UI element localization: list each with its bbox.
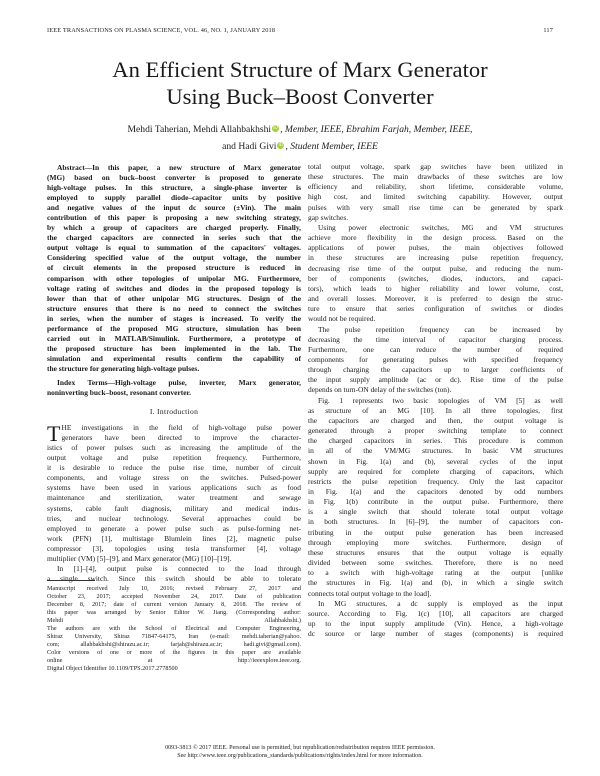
text-line: Digital Object Identifier 10.1109/TPS.2017.2778500 bbox=[47, 665, 178, 673]
text-line: in series, when the number of stages is increased. To verify the bbox=[47, 313, 301, 323]
text-line: comparison with other topologies of unipolar MG. Furthermore, bbox=[47, 273, 301, 283]
running-head bbox=[47, 27, 553, 34]
text-line: restricts the pulse repetition frequency. Only the last capacitor bbox=[308, 476, 563, 486]
journal-info: IEEE TRANSACTIONS ON PLASMA SCIENCE, VOL. 46, NO. 1, JANUARY 2018 bbox=[47, 27, 276, 34]
text-line: shown in Fig. 1(a) and (b), several cycles of the input bbox=[308, 456, 563, 466]
text-line: systems have been used in various applications such as food bbox=[47, 483, 301, 493]
text-line: the charged capacitors in series. This procedure is common bbox=[308, 436, 563, 446]
authors-line-2 bbox=[40, 138, 560, 155]
text-line: is a single switch that should tolerate total output voltage bbox=[308, 507, 563, 517]
authors-line-2-names: and Hadi Givi bbox=[222, 141, 277, 152]
text-line: tors), which leads to higher reliability and lower volume, cost, bbox=[308, 283, 563, 293]
page-number: 117 bbox=[543, 27, 553, 34]
text-line: output voltage is equal to summation of the capacitors' voltages. bbox=[47, 243, 301, 253]
text-line: maintenance and sterilization, water treatment and sewage bbox=[47, 493, 301, 503]
text-line: generators have been directed to improve the character- bbox=[61, 433, 301, 443]
text-line: in both structures. In [6]–[9], the number of capacitors con- bbox=[308, 517, 563, 527]
right-paragraph-1 bbox=[308, 162, 563, 223]
text-line: decreasing the time interval of capacitor charging process. bbox=[308, 334, 563, 344]
text-line: generated through a proper switching template to connect bbox=[308, 426, 563, 436]
text-line: (MG) based on buck–boost converter is proposed to generate bbox=[47, 173, 301, 183]
text-line: Manuscript received July 10, 2016; revised February 27, 2017 and bbox=[47, 585, 301, 592]
text-line: connects total output voltage to the load]. bbox=[308, 588, 432, 598]
authors-line-1-affil: , Member, IEEE, Ebrahim Farjah, Member, IEEE, bbox=[280, 124, 473, 135]
text-line: efficiency and reliability, short lifetime, considerable volume, bbox=[308, 182, 563, 192]
intro-paragraph-1 bbox=[47, 423, 301, 564]
text-line: carried out in MATLAB/Simulink. Furthermore, a prototype of bbox=[47, 333, 301, 343]
text-line: through charging the capacitors up to larger coefficients of bbox=[308, 365, 563, 375]
text-line: ture to ensure that series configuration of switches or diodes bbox=[308, 304, 563, 314]
drop-cap: T bbox=[47, 421, 61, 447]
text-line: of circuit elements in the proposed structure is reduced in bbox=[47, 263, 301, 273]
text-line: the structures in Fig. 1(a) and (b), in which a single switch bbox=[308, 578, 563, 588]
text-line: by which a group of capacitors are charged properly. Finally, bbox=[47, 223, 301, 233]
text-line: Considering specified value of the output voltage, the number bbox=[47, 253, 301, 263]
text-line: In MG structures, a dc supply is employed as the input bbox=[318, 598, 563, 608]
text-line: Shiraz University, Shiraz 71847-64175, Iran (e-mail: mehdi.taherian@yahoo. bbox=[47, 633, 301, 641]
text-line: this paper was arranged by Senior Editor W. Jiang. (Corresponding author: bbox=[47, 609, 301, 617]
text-line: simulation and experimental results confirm the capability of bbox=[47, 353, 301, 363]
text-line: the structure for generating high-voltage pulses. bbox=[47, 363, 200, 373]
text-line: output voltage and pulse repetition frequency. Furthermore, bbox=[47, 453, 301, 463]
text-line: divided between some switches. Therefore, there is no need bbox=[308, 558, 563, 568]
text-line: the proposed structure has been implemented in the lab. The bbox=[47, 343, 301, 353]
text-line: components for generating pulses with specified frequency bbox=[308, 354, 563, 364]
text-line: these structures ensures that the output voltage is equally bbox=[308, 547, 563, 557]
text-line: Using power electronic switches, MG and VM structures bbox=[318, 222, 563, 232]
text-line: up to the input supply amplitude (Vin). Hence, a high-voltage bbox=[308, 619, 563, 629]
text-line: October 23, 2017; accepted November 24, 2017. Date of publication bbox=[47, 593, 301, 601]
text-line: gap switches. bbox=[308, 212, 349, 222]
right-paragraph-2 bbox=[308, 223, 563, 325]
paper-title bbox=[40, 56, 560, 110]
text-line: in Fig. 1(a) and the capacitors denoted by odd numbers bbox=[308, 487, 563, 496]
text-line: HE investigations in the field of high-voltage pulse power bbox=[61, 423, 301, 433]
text-line: components, and voltage stress on the switches. Pulsed-power bbox=[47, 473, 301, 483]
text-line: structure ensures that there is no need to connect the switches bbox=[47, 303, 301, 313]
text-line: Index Terms—High-voltage pulse, inverter, Marx generator, bbox=[57, 377, 301, 387]
text-line: istics of power pulses such as increasing the amplitude of the bbox=[47, 443, 301, 453]
text-line: tries, and nuclear technology. Several approaches could be bbox=[47, 513, 301, 523]
orcid-icon[interactable]: iD bbox=[273, 125, 278, 131]
text-line: through employing more switches. Furthermore, design of bbox=[308, 537, 563, 547]
copyright-footer bbox=[40, 744, 560, 761]
text-line: In [1]–[4], output pulse is connected to the load through bbox=[57, 563, 301, 573]
right-paragraph-5 bbox=[308, 599, 563, 640]
text-line: and negative values of the input dc source (±Vin). The main bbox=[47, 203, 301, 213]
text-line: the capacitors are charged and then, the output voltage is bbox=[308, 415, 563, 425]
text-line: The authors are with the School of Electrical and Computer Engineering, bbox=[47, 625, 301, 633]
section-heading-introduction: I. Introduction bbox=[149, 407, 199, 417]
text-line: in these structures are increasing pulse repetition frequency, bbox=[308, 253, 563, 263]
text-line: multiplier (VM) [5]–[9], and Marx generator (MG) [10]–[19]. bbox=[47, 553, 232, 563]
text-line: decreasing rise time of the output pulse, and reducing the num- bbox=[308, 263, 563, 273]
text-line: employed to supply parallel diode–capacitor units by positive bbox=[47, 193, 301, 203]
abstract bbox=[47, 163, 301, 374]
right-paragraph-3 bbox=[308, 325, 563, 396]
text-line: compressor [3], topologies using tesla transformer [4], voltage bbox=[47, 543, 301, 553]
text-line: achieve more flexibility in the design process. Based on the bbox=[308, 233, 563, 243]
title-line-1: An Efficient Structure of Marx Generator bbox=[112, 57, 488, 82]
text-line: Furthermore, one can reduce the number of required bbox=[308, 344, 563, 354]
text-line: pulses with very small rise time can be generated by spark bbox=[308, 202, 563, 212]
text-line: tributing in the output pulse generation has been increased bbox=[308, 527, 563, 537]
text-line: dc source or large number of stages (components) is required bbox=[308, 629, 563, 639]
text-line: depends on turn-ON delay of the switches (ton). bbox=[308, 385, 452, 395]
copyright-line: 0093-3813 © 2017 IEEE. Personal use is permitted, but republication/redistribution requires IEEE permission. bbox=[165, 745, 435, 751]
text-line: Mehdi Allahbakhshi.) bbox=[47, 617, 301, 625]
text-line: as structure of an MG [10]. In all three topologies, first bbox=[308, 405, 563, 415]
text-line: The pulse repetition frequency can be increased by bbox=[318, 324, 563, 334]
text-line: in all of the VM/MG structures. In basic VM structures bbox=[308, 446, 563, 456]
text-line: contribution of this paper is proposing a new switching strategy, bbox=[47, 213, 301, 223]
authors-line-1-names: Mehdi Taherian, Mehdi Allahbakhshi bbox=[127, 124, 272, 135]
text-line: the input supply amplitude (ac or dc). Rise time of the pulse bbox=[308, 375, 563, 385]
footnote-rule bbox=[47, 580, 95, 581]
text-line: in Fig. 1(b) contribute in the output pulse. Furthermore, there bbox=[308, 497, 563, 507]
text-line: December 8, 2017; date of current version January 8, 2018. The review of bbox=[47, 601, 301, 609]
text-line: noninverting buck–boost, resonant converter. bbox=[47, 388, 192, 398]
orcid-icon[interactable]: iD bbox=[278, 142, 284, 148]
text-line: performance of the proposed MG structure, simulation has been bbox=[47, 323, 301, 333]
text-line: ber of components (switches, diodes, inductors, and capaci- bbox=[308, 273, 563, 283]
text-line: and overall losses. Moreover, it is preferred to design the struc- bbox=[308, 294, 563, 304]
authors-line-1 bbox=[40, 121, 560, 138]
text-line: lower than that of other unipolar MG structures. Design of the bbox=[47, 293, 301, 303]
text-line: work (PFN) [1], multistage Blumlein lines [2], magnetic pulse bbox=[47, 533, 301, 543]
text-line: voltage rating of switches and diodes in the proposed topology is bbox=[47, 283, 301, 293]
rights-link-line[interactable]: See http://www.ieee.org/publications_standards/publications/rights/index.html for more information. bbox=[177, 753, 423, 760]
text-line: high-voltage pulses. In this structure, a single-phase inverter is bbox=[47, 183, 301, 193]
right-paragraph-4 bbox=[308, 396, 563, 599]
text-line: to a switch with high-voltage rating at the output [unlike bbox=[308, 568, 563, 578]
text-line: high cost, and limited switching capability. However, output bbox=[308, 192, 563, 202]
text-line: Abstract—In this paper, a new structure of Marx generator bbox=[57, 163, 301, 172]
text-line: it is desirable to reduce the pulse rise time, number of circuit bbox=[47, 463, 301, 473]
text-line: source. According to Fig. 1(c) [10], all capacitors are charged bbox=[308, 608, 563, 618]
text-line: Color versions of one or more of the figures in this paper are available bbox=[47, 649, 301, 657]
text-line: systems, cable fault diagnosis, military and medical indus- bbox=[47, 503, 301, 513]
index-terms bbox=[47, 378, 301, 398]
text-line: Fig. 1 represents two basic topologies of VM [5] as well bbox=[318, 395, 563, 405]
text-line: these structures. The main drawbacks of these switches are low bbox=[308, 172, 563, 182]
text-line: the charged capacitors are connected in series such that the bbox=[47, 233, 301, 243]
text-line: applications of power pulses, the main objectives followed bbox=[308, 243, 563, 253]
title-line-2: Using Buck–Boost Converter bbox=[166, 84, 434, 109]
left-column bbox=[47, 163, 301, 584]
text-line: total output voltage, spark gap switches have been utilized in bbox=[308, 162, 563, 171]
text-line: a single switch. Since this switch should be able to tolerate bbox=[47, 573, 301, 583]
text-line: online at http://ieeexplore.ieee.org. bbox=[47, 657, 301, 665]
right-column bbox=[308, 162, 563, 639]
text-line: would not be required. bbox=[308, 314, 376, 324]
text-line: com; allahbakhshi@shirazu.ac.ir; farjah@shirazu.ac.ir; hadi.givi@gmail.com). bbox=[47, 641, 301, 649]
text-line: employed to generate a power pulse such as pulse-forming net- bbox=[47, 523, 301, 533]
author-list bbox=[40, 121, 560, 155]
authors-line-2-affil: , Student Member, IEEE bbox=[285, 141, 378, 152]
footnote bbox=[47, 585, 301, 674]
text-line: supply are required for complete charging of capacitors, which bbox=[308, 466, 563, 476]
